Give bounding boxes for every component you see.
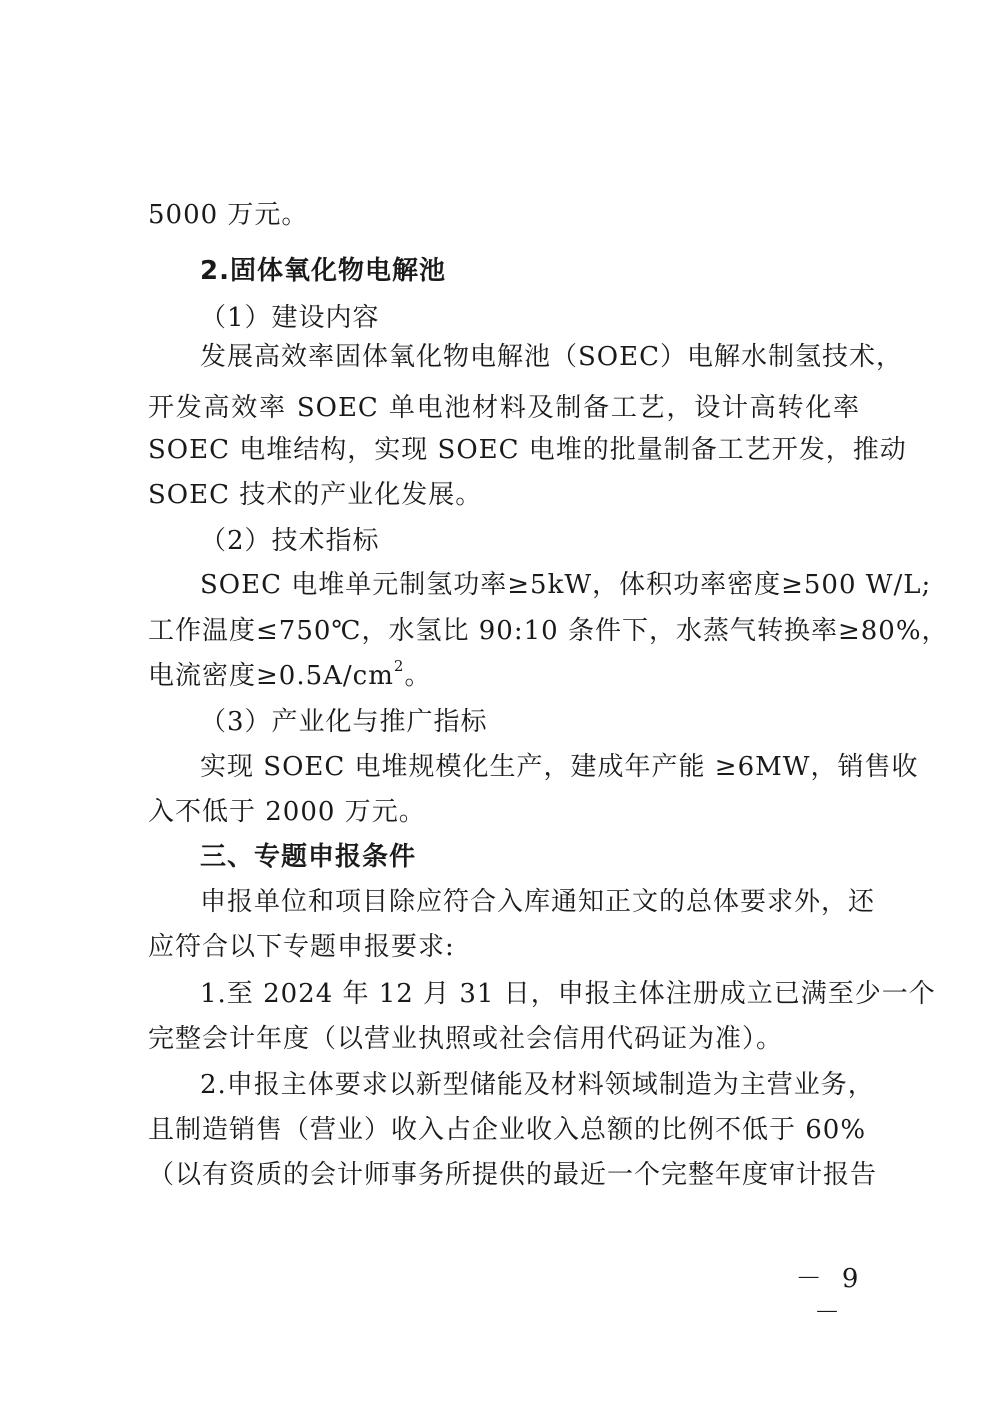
paragraph-line: 开发高效率 SOEC 单电池材料及制备工艺，设计高转化率 bbox=[148, 393, 860, 423]
subsection-heading: （3）产业化与推广指标 bbox=[200, 707, 488, 737]
section-heading: 三、专题申报条件 bbox=[200, 842, 417, 872]
paragraph-line: 工作温度≤750℃，水氢比 90:10 条件下，水蒸气转换率≥80%， bbox=[148, 616, 949, 646]
superscript: 2 bbox=[393, 657, 405, 676]
paragraph-line: 申报单位和项目除应符合入库通知正文的总体要求外，还 bbox=[200, 887, 876, 917]
subsection-heading: （2）技术指标 bbox=[200, 526, 380, 556]
paragraph-line: 1.至 2024 年 12 月 31 日，申报主体注册成立已满至少一个 bbox=[200, 979, 936, 1009]
paragraph-line: 5000 万元。 bbox=[148, 200, 309, 230]
paragraph-line bbox=[148, 659, 860, 693]
paragraph-line: （以有资质的会计师事务所提供的最近一个完整年度审计报告 bbox=[148, 1160, 878, 1190]
paragraph-line: 发展高效率固体氧化物电解池（SOEC）电解水制氢技术， bbox=[200, 342, 904, 372]
paragraph-line: SOEC 电堆结构，实现 SOEC 电堆的批量制备工艺开发，推动 bbox=[148, 435, 907, 465]
paragraph-line: 入不低于 2000 万元。 bbox=[148, 797, 426, 827]
paragraph-line: 2.申报主体要求以新型储能及材料领域制造为主营业务， bbox=[200, 1070, 875, 1100]
paragraph-line: 应符合以下专题申报要求: bbox=[148, 932, 455, 962]
page-number: － 9 － bbox=[795, 1264, 865, 1328]
paragraph-line: 完整会计年度（以营业执照或社会信用代码证为准）。 bbox=[148, 1024, 784, 1054]
full-stop: 。 bbox=[404, 661, 432, 691]
paragraph-line: 实现 SOEC 电堆规模化生产，建成年产能 ≥6MW，销售收 bbox=[200, 752, 919, 782]
paragraph-line: SOEC 电堆单元制氢功率≥5kW，体积功率密度≥500 W/L; bbox=[200, 570, 932, 600]
current-density-text: 电流密度≥0.5A/cm bbox=[148, 661, 394, 691]
section-heading: 2.固体氧化物电解池 bbox=[200, 256, 446, 286]
paragraph-line: 且制造销售（营业）收入占企业收入总额的比例不低于 60% bbox=[148, 1115, 867, 1145]
paragraph-line: SOEC 技术的产业化发展。 bbox=[148, 480, 483, 510]
subsection-heading: （1）建设内容 bbox=[200, 303, 380, 333]
